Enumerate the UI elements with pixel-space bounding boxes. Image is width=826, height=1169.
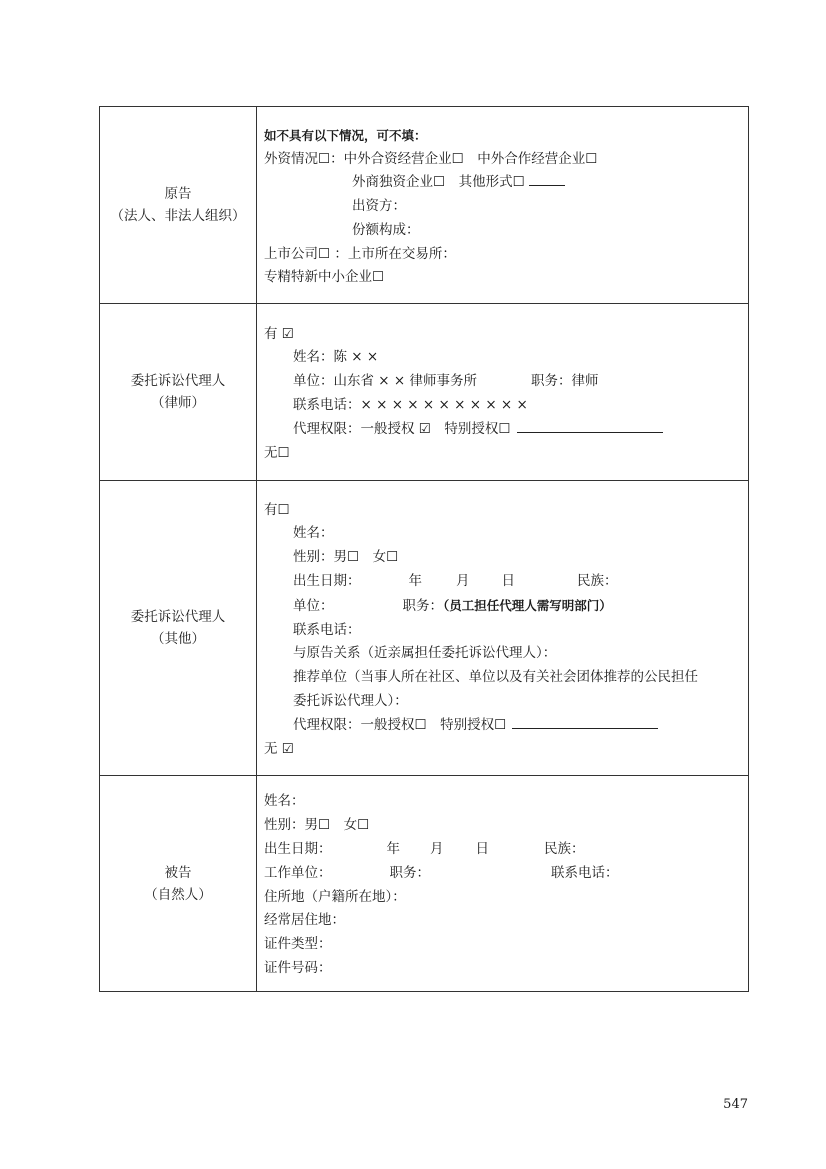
unit-label: 单位： xyxy=(293,597,334,614)
day-label: 日 xyxy=(501,573,515,589)
relation-line: 与原告关系（近亲属担任委托诉讼代理人）： xyxy=(293,645,557,662)
complaint-form-table xyxy=(99,106,749,992)
month-label: 月 xyxy=(456,573,470,589)
label-line: （其他） xyxy=(151,631,205,647)
special-authority-blank[interactable] xyxy=(512,714,658,729)
special-authority-blank[interactable] xyxy=(517,418,663,433)
foreign-capital-text-2: 外商独资企业☐ 其他形式☐ xyxy=(352,174,525,191)
investor-line: 出资方： xyxy=(352,198,406,215)
page-number: 547 xyxy=(723,1097,748,1112)
has-checkbox-line[interactable]: 有☐ xyxy=(264,501,290,518)
phone-label: 联系电话： xyxy=(551,864,619,881)
authority-text[interactable]: 代理权限：一般授权☐ 特别授权☐ xyxy=(293,716,507,733)
duty-label: 职务： xyxy=(389,864,430,881)
agent-lawyer-content xyxy=(257,304,749,481)
listed-line: 上市公司☐ ：上市所在交易所： xyxy=(264,245,456,262)
habitual-line: 经常居住地： xyxy=(264,912,345,929)
name-line: 姓名： xyxy=(264,793,305,810)
work-unit-label: 工作单位： xyxy=(264,864,332,881)
specialized-line: 专精特新中小企业☐ xyxy=(264,269,385,286)
defendant-row xyxy=(100,776,749,992)
plaintiff-org-label xyxy=(100,107,257,304)
none-checkbox-line[interactable]: 无☐ xyxy=(264,444,290,461)
name-line: 姓名： xyxy=(293,525,334,542)
none-checkbox-line[interactable]: 无 ☑ xyxy=(264,740,294,757)
id-type-line: 证件类型： xyxy=(264,936,332,953)
recommend-line: 推荐单位（当事人所在社区、单位以及有关社会团体推荐的公民担任 xyxy=(293,669,698,686)
foreign-capital-line-2 xyxy=(264,171,742,195)
ethnicity-label: 民族： xyxy=(544,840,585,857)
duty-label: 职务： xyxy=(402,597,443,614)
year-label: 年 xyxy=(386,840,400,857)
unit-line xyxy=(264,594,742,619)
phone-line: 联系电话： xyxy=(293,621,361,638)
name-line: 姓名：陈 × × xyxy=(293,349,379,366)
authority-line xyxy=(264,714,742,738)
label-line: 被告 xyxy=(164,864,192,881)
duty-note: （员工担任代理人需写明部门） xyxy=(443,597,612,613)
fill-note: 如不具有以下情况，可不填： xyxy=(264,127,427,143)
unit-line xyxy=(264,370,742,394)
duty-text: 职务：律师 xyxy=(531,373,599,390)
ethnicity-label: 民族： xyxy=(577,573,618,589)
agent-lawyer-row xyxy=(100,304,749,481)
gender-line[interactable]: 性别：男☐ 女☐ xyxy=(293,549,399,566)
label-line: 委托诉讼代理人 xyxy=(130,609,226,625)
defendant-content xyxy=(257,776,749,992)
foreign-capital-line: 外资情况☐：中外合资经营企业☐ 中外合作经营企业☐ xyxy=(264,150,598,167)
phone-line: 联系电话：× × × × × × × × × × × xyxy=(293,397,528,413)
id-number-line: 证件号码： xyxy=(264,959,332,976)
label-line: （自然人） xyxy=(144,886,212,903)
plaintiff-org-content xyxy=(257,107,749,304)
label-line: （法人、非法人组织） xyxy=(110,208,246,224)
agent-other-row xyxy=(100,481,749,776)
month-label: 月 xyxy=(430,840,444,857)
label-line: （律师） xyxy=(151,395,205,411)
birth-label: 出生日期： xyxy=(264,840,332,857)
plaintiff-org-row xyxy=(100,107,749,304)
day-label: 日 xyxy=(475,840,489,857)
birth-line xyxy=(264,570,742,594)
has-checkbox-line[interactable]: 有 ☑ xyxy=(264,325,294,342)
recommend-line-2: 委托诉讼代理人）： xyxy=(293,692,408,709)
authority-line xyxy=(264,418,742,442)
agent-other-label xyxy=(100,481,257,776)
defendant-label xyxy=(100,776,257,992)
agent-other-content xyxy=(257,481,749,776)
other-form-blank[interactable] xyxy=(529,171,565,186)
year-label: 年 xyxy=(408,573,422,589)
gender-line[interactable]: 性别：男☐ 女☐ xyxy=(264,817,370,834)
work-unit-line xyxy=(264,862,742,886)
label-line: 委托诉讼代理人 xyxy=(130,373,226,389)
agent-lawyer-label xyxy=(100,304,257,481)
residence-line: 住所地（户籍所在地）： xyxy=(264,888,406,905)
birth-label: 出生日期： xyxy=(293,573,361,589)
unit-text: 单位：山东省 × × 律师事务所 xyxy=(293,373,477,390)
birth-line xyxy=(264,838,742,862)
authority-text[interactable]: 代理权限：一般授权 ☑ 特别授权☐ xyxy=(293,420,511,437)
label-line: 原告 xyxy=(164,186,192,202)
share-line: 份额构成： xyxy=(352,221,420,238)
